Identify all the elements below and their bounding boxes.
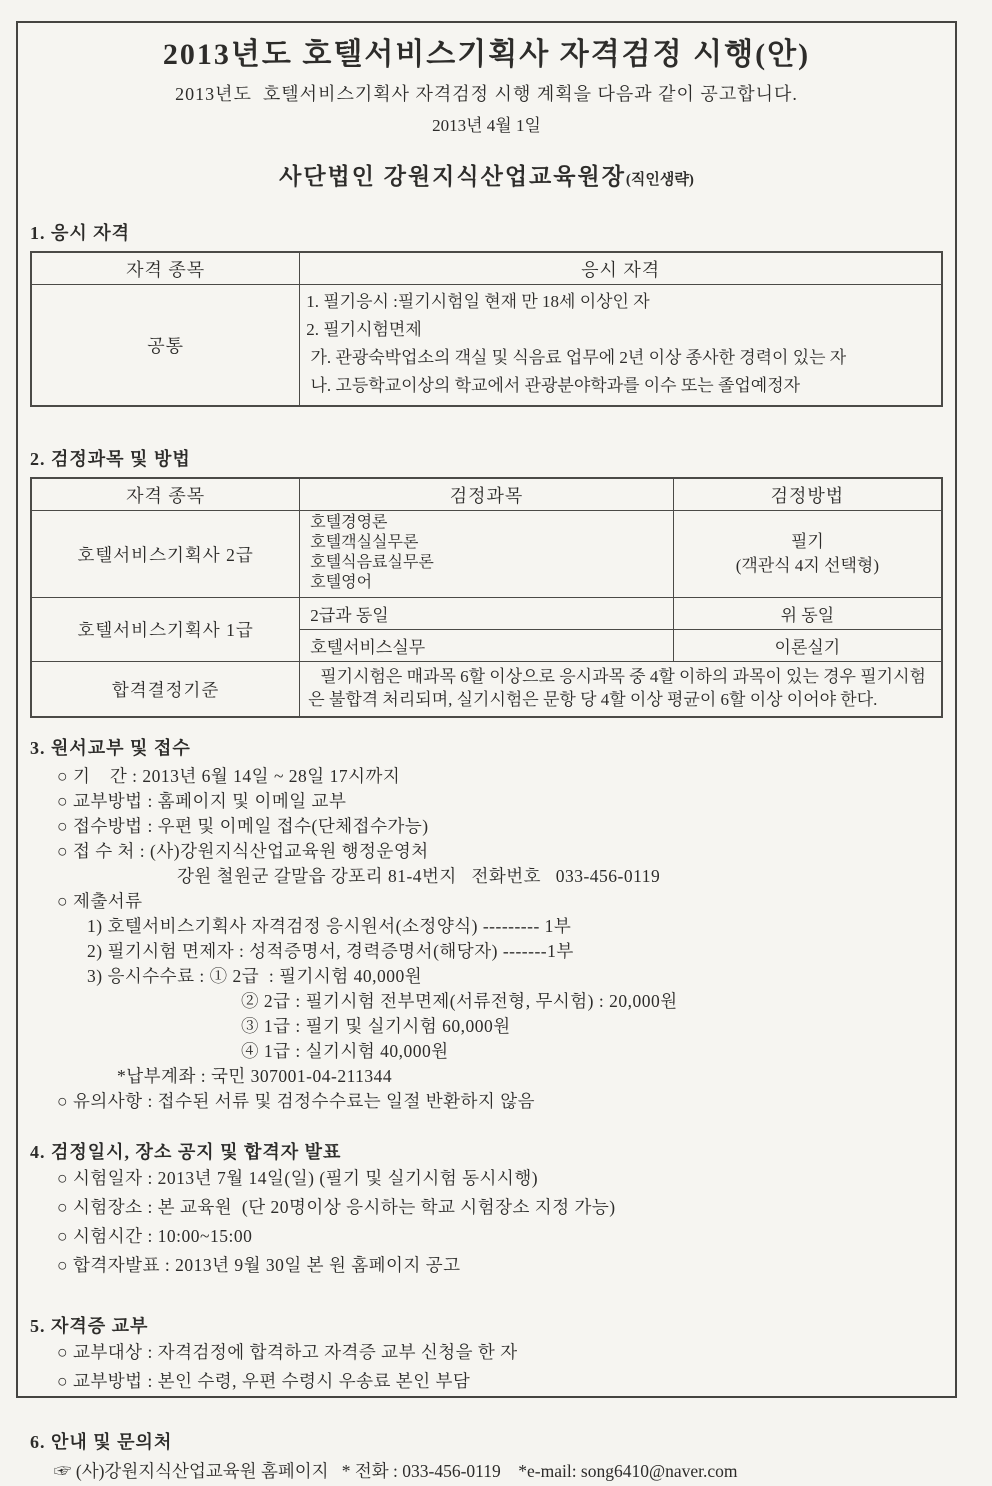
requirement-line: 2. 필기시험면제 bbox=[306, 320, 422, 339]
eligibility-table bbox=[30, 251, 943, 407]
grade1-label: 호텔서비스기획사 1급 bbox=[31, 598, 300, 662]
table-row-grade1-a bbox=[31, 598, 942, 630]
list-item: 강원 철원군 갈말읍 강포리 81-4번지 전화번호 033-456-0119 bbox=[177, 866, 661, 886]
list-item: ○ 기 간 : 2013년 6월 14일 ~ 28일 17시까지 bbox=[57, 766, 401, 786]
subject-line: 호텔객실실무론 bbox=[310, 534, 419, 551]
section-3-heading: 3. 원서교부 및 접수 bbox=[30, 738, 191, 758]
section-3-list bbox=[30, 764, 943, 1114]
subject-line: 호텔식음료실무론 bbox=[310, 554, 434, 571]
method-line: (객관식 4지 선택형) bbox=[735, 556, 879, 575]
grade2-label: 호텔서비스기획사 2급 bbox=[31, 511, 300, 598]
list-item: 3) 응시수수료 : ① 2급 : 필기시험 40,000원 bbox=[87, 966, 423, 986]
section-2-heading: 2. 검정과목 및 방법 bbox=[30, 449, 191, 469]
grade1-subject-practice: 호텔서비스실무 bbox=[300, 630, 674, 662]
list-item: ③ 1급 : 필기 및 실기시험 60,000원 bbox=[241, 1016, 511, 1036]
table-row-grade2 bbox=[31, 511, 942, 598]
doc-title: 2013년도 호텔서비스기획사 자격검정 시행(안) bbox=[162, 38, 811, 71]
grade2-subjects-cell bbox=[300, 511, 674, 598]
list-item: ○ 교부방법 : 홈페이지 및 이메일 교부 bbox=[57, 791, 347, 811]
list-item: ○ 제출서류 bbox=[57, 891, 143, 911]
doc-date: 2013년 4월 1일 bbox=[432, 116, 541, 135]
subjects-col3-header: 검정방법 bbox=[673, 478, 942, 511]
requirement-line: 나. 고등학교이상의 학교에서 관광분야학과를 이수 또는 졸업예정자 bbox=[306, 376, 801, 395]
criteria-text: 필기시험은 매과목 6할 이상으로 응시과목 중 4할 이하의 과목이 있는 경우 필기시험은 불합격 처리되며, 실기시험은 문항 당 4할 이상 평균이 6할 이상 이어야 한다. bbox=[300, 662, 942, 718]
grade1-method-same: 위 동일 bbox=[673, 598, 942, 630]
grade1-subject-same: 2급과 동일 bbox=[300, 598, 674, 630]
page-frame bbox=[16, 21, 957, 1481]
subjects-col1-header: 자격 종목 bbox=[31, 478, 300, 511]
list-item: ○ 교부방법 : 본인 수령, 우편 수령시 우송료 본인 부담 bbox=[57, 1371, 471, 1391]
org-note: (직인생략) bbox=[625, 172, 694, 188]
contact-line: ☞ (사)강원지식산업교육원 홈페이지 * 전화 : 033-456-0119 *e-mail: song6410@naver.com bbox=[54, 1461, 738, 1481]
grade1-method-practice: 이론실기 bbox=[673, 630, 942, 662]
list-item: ○ 시험시간 : 10:00~15:00 bbox=[57, 1226, 253, 1246]
method-line: 필기 bbox=[790, 532, 824, 551]
eligibility-col2-header: 응시 자격 bbox=[300, 252, 942, 285]
list-item: 2) 필기시험 면제자 : 성적증명서, 경력증명서(해당자) -------1부 bbox=[87, 941, 574, 961]
section-5-heading: 5. 자격증 교부 bbox=[30, 1316, 149, 1336]
list-item: ○ 교부대상 : 자격검정에 합격하고 자격증 교부 신청을 한 자 bbox=[57, 1342, 518, 1362]
list-item: ○ 접수방법 : 우편 및 이메일 접수(단체접수가능) bbox=[57, 816, 429, 836]
subject-line: 호텔영어 bbox=[310, 574, 373, 591]
subject-line: 호텔경영론 bbox=[310, 514, 388, 531]
list-item: ○ 합격자발표 : 2013년 9월 30일 본 원 홈페이지 공고 bbox=[57, 1255, 461, 1275]
eligibility-requirements-cell bbox=[300, 285, 942, 407]
criteria-label: 합격결정기준 bbox=[31, 662, 300, 718]
list-item: ④ 1급 : 실기시험 40,000원 bbox=[241, 1041, 449, 1061]
section-4-heading: 4. 검정일시, 장소 공지 및 합격자 발표 bbox=[30, 1142, 342, 1162]
table-header-row bbox=[31, 252, 942, 285]
org-name: 사단법인 강원지식산업교육원장 bbox=[279, 164, 626, 189]
subjects-col2-header: 검정과목 bbox=[300, 478, 674, 511]
list-item: ○ 시험장소 : 본 교육원 (단 20명이상 응시하는 학교 시험장소 지정 가능) bbox=[57, 1197, 616, 1217]
list-item: ② 2급 : 필기시험 전부면제(서류전형, 무시험) : 20,000원 bbox=[241, 991, 678, 1011]
list-item: 1) 호텔서비스기획사 자격검정 응시원서(소정양식) --------- 1부 bbox=[87, 916, 572, 936]
grade2-method-cell bbox=[673, 511, 942, 598]
subjects-methods-table bbox=[30, 477, 943, 718]
table-row-criteria bbox=[31, 662, 942, 718]
doc-subtitle: 2013년도 호텔서비스기획사 자격검정 시행 계획을 다음과 같이 공고합니다. bbox=[175, 84, 798, 104]
list-item: ○ 유의사항 : 접수된 서류 및 검정수수료는 일절 반환하지 않음 bbox=[57, 1091, 536, 1111]
eligibility-col1-header: 자격 종목 bbox=[31, 252, 300, 285]
list-item: *납부계좌 : 국민 307001-04-211344 bbox=[117, 1066, 393, 1086]
table-header-row bbox=[31, 478, 942, 511]
section-6-heading: 6. 안내 및 문의처 bbox=[30, 1432, 173, 1452]
list-item: ○ 접 수 처 : (사)강원지식산업교육원 행정운영처 bbox=[57, 841, 429, 861]
org-signature bbox=[30, 158, 943, 191]
requirement-line: 1. 필기응시 :필기시험일 현재 만 18세 이상인 자 bbox=[306, 292, 650, 311]
table-row bbox=[31, 285, 942, 407]
list-item: ○ 시험일자 : 2013년 7월 14일(일) (필기 및 실기시험 동시시행) bbox=[57, 1168, 539, 1188]
section-4-list bbox=[30, 1164, 943, 1280]
eligibility-row-label: 공통 bbox=[31, 285, 300, 407]
section-1-heading: 1. 응시 자격 bbox=[30, 223, 131, 243]
section-5-list bbox=[30, 1338, 943, 1396]
requirement-line: 가. 관광숙박업소의 객실 및 식음료 업무에 2년 이상 종사한 경력이 있는 자 bbox=[306, 348, 847, 367]
